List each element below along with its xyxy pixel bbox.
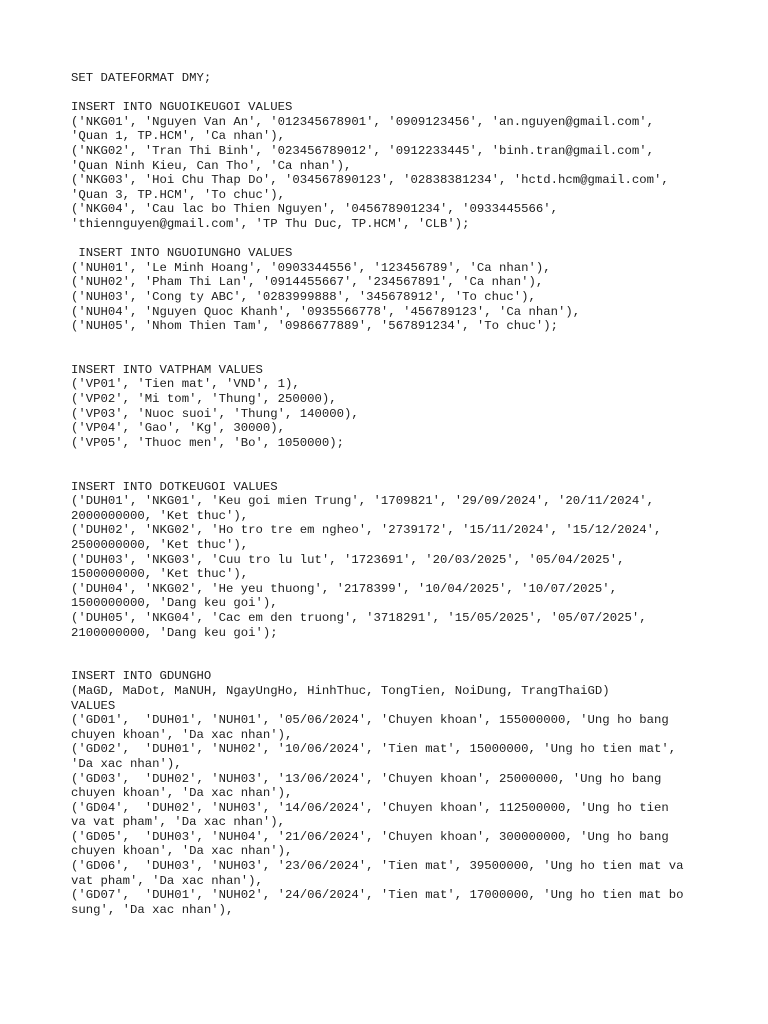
code-line: 1500000000, 'Ket thuc'), — [71, 567, 249, 582]
code-line: chuyen khoan', 'Da xac nhan'), — [71, 727, 293, 742]
code-line: ('GD01', 'DUH01', 'NUH01', '05/06/2024', 'Chuyen khoan', 155000000, 'Ung ho bang — [71, 713, 669, 728]
code-line: ('DUH01', 'NKG01', 'Keu goi mien Trung', '1709821', '29/09/2024', '20/11/2024', — [71, 494, 654, 509]
code-line: ('VP04', 'Gao', 'Kg', 30000), — [71, 421, 286, 436]
code-line: (MaGD, MaDot, MaNUH, NgayUngHo, HinhThuc, TongTien, NoiDung, TrangThaiGD) — [71, 683, 610, 698]
code-line: 2100000000, 'Dang keu goi'); — [71, 625, 278, 640]
code-line: chuyen khoan', 'Da xac nhan'), — [71, 844, 293, 859]
code-line: ('DUH05', 'NKG04', 'Cac em den truong', '3718291', '15/05/2025', '05/07/2025', — [71, 610, 647, 625]
code-line: INSERT INTO VATPHAM VALUES — [71, 362, 263, 377]
code-line: ('NUH02', 'Pham Thi Lan', '0914455667', '234567891', 'Ca nhan'), — [71, 275, 544, 290]
code-line: INSERT INTO NGUOIUNGHO VALUES — [71, 246, 293, 261]
code-line — [71, 450, 721, 465]
code-line — [71, 334, 721, 349]
code-line: VALUES — [71, 698, 116, 713]
code-line: 2500000000, 'Ket thuc'), — [71, 538, 249, 552]
code-line: ('GD06', 'DUH03', 'NUH03', '23/06/2024', 'Tien mat', 39500000, 'Ung ho tien mat va — [71, 859, 684, 874]
code-line: SET DATEFORMAT DMY; — [71, 71, 212, 85]
code-line: 'Quan 1, TP.HCM', 'Ca nhan'), — [71, 129, 286, 144]
code-line: ('NKG03', 'Hoi Chu Thap Do', '034567890123', '02838381234', 'hctd.hcm@gmail.com', — [71, 173, 669, 188]
code-line: ('GD02', 'DUH01', 'NUH02', '10/06/2024', 'Tien mat', 15000000, 'Ung ho tien mat', — [71, 742, 677, 757]
code-line: 2000000000, 'Ket thuc'), — [71, 508, 249, 523]
code-line: ('NUH05', 'Nhom Thien Tam', '0986677889', '567891234', 'To chuc'); — [71, 319, 559, 334]
code-line: INSERT INTO NGUOIKEUGOI VALUES — [71, 100, 293, 115]
code-line: 'Da xac nhan'), — [71, 756, 182, 771]
code-line: ('GD07', 'DUH01', 'NUH02', '24/06/2024', 'Tien mat', 17000000, 'Ung ho tien mat bo — [71, 888, 684, 903]
code-line: 1500000000, 'Dang keu goi'), — [71, 596, 278, 611]
code-line: ('DUH04', 'NKG02', 'He yeu thuong', '2178399', '10/04/2025', '10/07/2025', — [71, 581, 618, 596]
code-line: sung', 'Da xac nhan'), — [71, 902, 234, 917]
code-line: ('VP03', 'Nuoc suoi', 'Thung', 140000), — [71, 406, 359, 421]
code-line: ('NUH04', 'Nguyen Quoc Khanh', '0935566778', '456789123', 'Ca nhan'), — [71, 304, 581, 319]
code-line: va vat pham', 'Da xac nhan'), — [71, 815, 286, 830]
code-line: ('VP02', 'Mi tom', 'Thung', 250000), — [71, 392, 337, 407]
code-line: chuyen khoan', 'Da xac nhan'), — [71, 786, 293, 801]
code-line: ('NKG04', 'Cau lac bo Thien Nguyen', '045678901234', '0933445566', — [71, 202, 559, 217]
code-line — [71, 640, 721, 655]
code-line: ('DUH03', 'NKG03', 'Cuu tro lu lut', '1723691', '20/03/2025', '05/04/2025', — [71, 552, 625, 567]
code-line — [71, 86, 721, 101]
code-line: ('NKG02', 'Tran Thi Binh', '023456789012', '0912233445', 'binh.tran@gmail.com', — [71, 143, 654, 158]
code-line — [71, 348, 721, 363]
code-line: 'Quan 3, TP.HCM', 'To chuc'), — [71, 187, 286, 202]
code-line: INSERT INTO GDUNGHO — [71, 669, 212, 684]
code-line: ('NKG01', 'Nguyen Van An', '012345678901', '0909123456', 'an.nguyen@gmail.com', — [71, 114, 654, 129]
code-line: ('GD04', 'DUH02', 'NUH03', '14/06/2024', 'Chuyen khoan', 112500000, 'Ung ho tien — [71, 800, 669, 815]
code-line — [71, 232, 721, 247]
code-line: 'Quan Ninh Kieu, Can Tho', 'Ca nhan'), — [71, 158, 352, 173]
code-line: INSERT INTO DOTKEUGOI VALUES — [71, 479, 278, 494]
code-line — [71, 655, 721, 670]
code-line: ('NUH01', 'Le Minh Hoang', '0903344556', '123456789', 'Ca nhan'), — [71, 260, 551, 275]
code-line: ('VP05', 'Thuoc men', 'Bo', 1050000); — [71, 435, 345, 450]
sql-code-block — [71, 71, 721, 917]
code-line: ('NUH03', 'Cong ty ABC', '0283999888', '345678912', 'To chuc'), — [71, 289, 536, 304]
code-line: ('GD05', 'DUH03', 'NUH04', '21/06/2024', 'Chuyen khoan', 300000000, 'Ung ho bang — [71, 829, 669, 844]
code-line: ('GD03', 'DUH02', 'NUH03', '13/06/2024', 'Chuyen khoan', 25000000, 'Ung ho bang — [71, 771, 662, 786]
code-line: 'thiennguyen@gmail.com', 'TP Thu Duc, TP.HCM', 'CLB'); — [71, 216, 470, 231]
code-line — [71, 465, 721, 480]
code-line: vat pham', 'Da xac nhan'), — [71, 873, 263, 888]
code-line: ('DUH02', 'NKG02', 'Ho tro tre em ngheo', '2739172', '15/11/2024', '15/12/2024', — [71, 523, 662, 538]
code-line: ('VP01', 'Tien mat', 'VND', 1), — [71, 377, 300, 392]
